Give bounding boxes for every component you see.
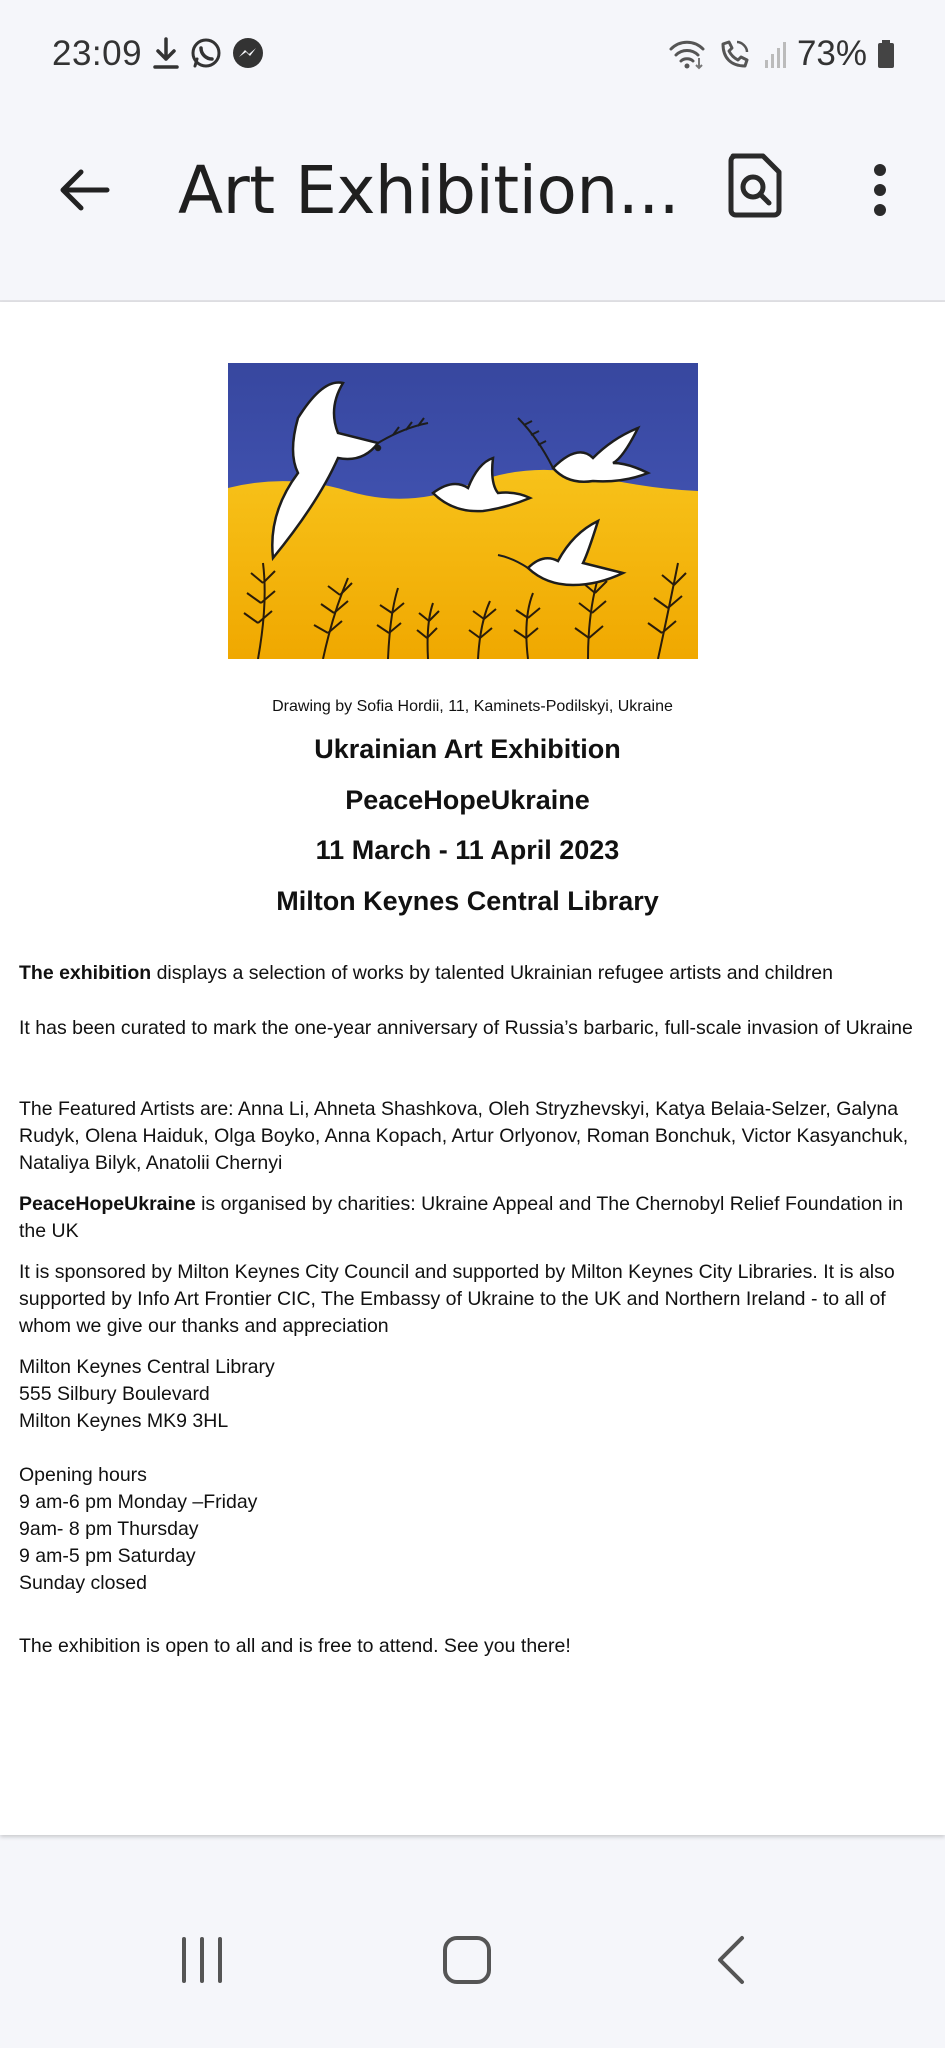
paragraph-organisers-lead: PeaceHopeUkraine xyxy=(19,1193,196,1215)
paragraph-exhibition xyxy=(19,960,919,987)
paragraph-organisers xyxy=(19,1191,919,1245)
page-title: Art Exhibition... xyxy=(178,152,680,229)
exhibition-title: Ukrainian Art Exhibition xyxy=(314,734,621,764)
exhibition-dates: 11 March - 11 April 2023 xyxy=(315,835,620,865)
exhibition-venue: Milton Keynes Central Library xyxy=(276,886,659,916)
exhibition-name: PeaceHopeUkraine xyxy=(345,785,590,815)
find-in-page-icon xyxy=(727,152,783,218)
opening-hours-line: 9am- 8 pm Thursday xyxy=(19,1518,199,1540)
more-vert-icon xyxy=(870,160,890,220)
paragraph-organisers-text: is organised by charities: Ukraine Appeal and The Chernobyl Relief Foundation in the UK xyxy=(19,1193,904,1242)
image-caption: Drawing by Sofia Hordii, 11, Kaminets-Podilskyi, Ukraine xyxy=(272,698,673,715)
status-time: 23:09 xyxy=(52,34,143,73)
back-icon xyxy=(712,1934,752,1986)
whatsapp-icon xyxy=(188,36,224,72)
address-block xyxy=(19,1354,919,1435)
opening-hours-block xyxy=(19,1462,919,1597)
back-button[interactable] xyxy=(50,155,120,225)
system-icons xyxy=(667,34,895,74)
find-in-page-button[interactable] xyxy=(720,145,790,225)
paragraph-artists: The Featured Artists are: Anna Li, Ahneta Shashkova, Oleh Stryzhevskyi, Katya Belaia-Selzer, Galyna Rudyk, Olena Haiduk, Olga Boyko, Anna Kopach, Artur Orlyonov, Roman Bonchuk, Victor Kasyanchuk, Nataliya Bilyk, Anatolii Chernyi xyxy=(19,1098,909,1174)
signal-icon xyxy=(763,36,787,72)
more-options-button[interactable] xyxy=(855,150,905,230)
paragraph-exhibition-text: displays a selection of works by talented Ukrainian refugee artists and children xyxy=(151,962,833,984)
recent-apps-icon xyxy=(177,1935,227,1985)
opening-hours-line: 9 am-5 pm Saturday xyxy=(19,1545,196,1567)
home-button[interactable] xyxy=(417,1920,517,2000)
closing-line: The exhibition is open to all and is free to attend. See you there! xyxy=(19,1635,571,1657)
battery-percent: 73% xyxy=(796,34,867,73)
opening-hours-line: 9 am-6 pm Monday –Friday xyxy=(19,1491,258,1513)
download-icon xyxy=(150,36,182,72)
battery-icon xyxy=(877,36,895,72)
wifi-icon xyxy=(667,36,707,72)
address-line: 555 Silbury Boulevard xyxy=(19,1383,210,1405)
wifi-calling-icon xyxy=(717,36,753,72)
arrow-back-icon xyxy=(57,162,113,218)
nav-back-button[interactable] xyxy=(682,1920,782,2000)
messenger-icon xyxy=(230,36,266,72)
document-page[interactable] xyxy=(0,302,945,1835)
opening-hours-line: Sunday closed xyxy=(19,1572,147,1594)
home-icon xyxy=(441,1934,493,1986)
status-bar xyxy=(0,0,945,110)
system-nav-bar xyxy=(0,1880,945,2048)
dove-painting-image xyxy=(228,363,698,659)
address-line: Milton Keynes Central Library xyxy=(19,1356,275,1378)
opening-hours-label: Opening hours xyxy=(19,1464,147,1486)
paragraph-exhibition-lead: The exhibition xyxy=(19,962,152,984)
app-bar xyxy=(0,110,945,300)
recent-apps-button[interactable] xyxy=(152,1920,252,2000)
paragraph-curated: It has been curated to mark the one-year anniversary of Russia’s barbaric, full-scale invasion of Ukraine xyxy=(19,1017,913,1039)
address-line: Milton Keynes MK9 3HL xyxy=(19,1410,229,1432)
notification-icons xyxy=(150,36,266,72)
paragraph-sponsors: It is sponsored by Milton Keynes City Council and supported by Milton Keynes City Libraries. It is also supported by Info Art Frontier CIC, The Embassy of Ukraine to the UK and Northern Ireland - to all of whom we give our thanks and appreciation xyxy=(19,1261,895,1337)
